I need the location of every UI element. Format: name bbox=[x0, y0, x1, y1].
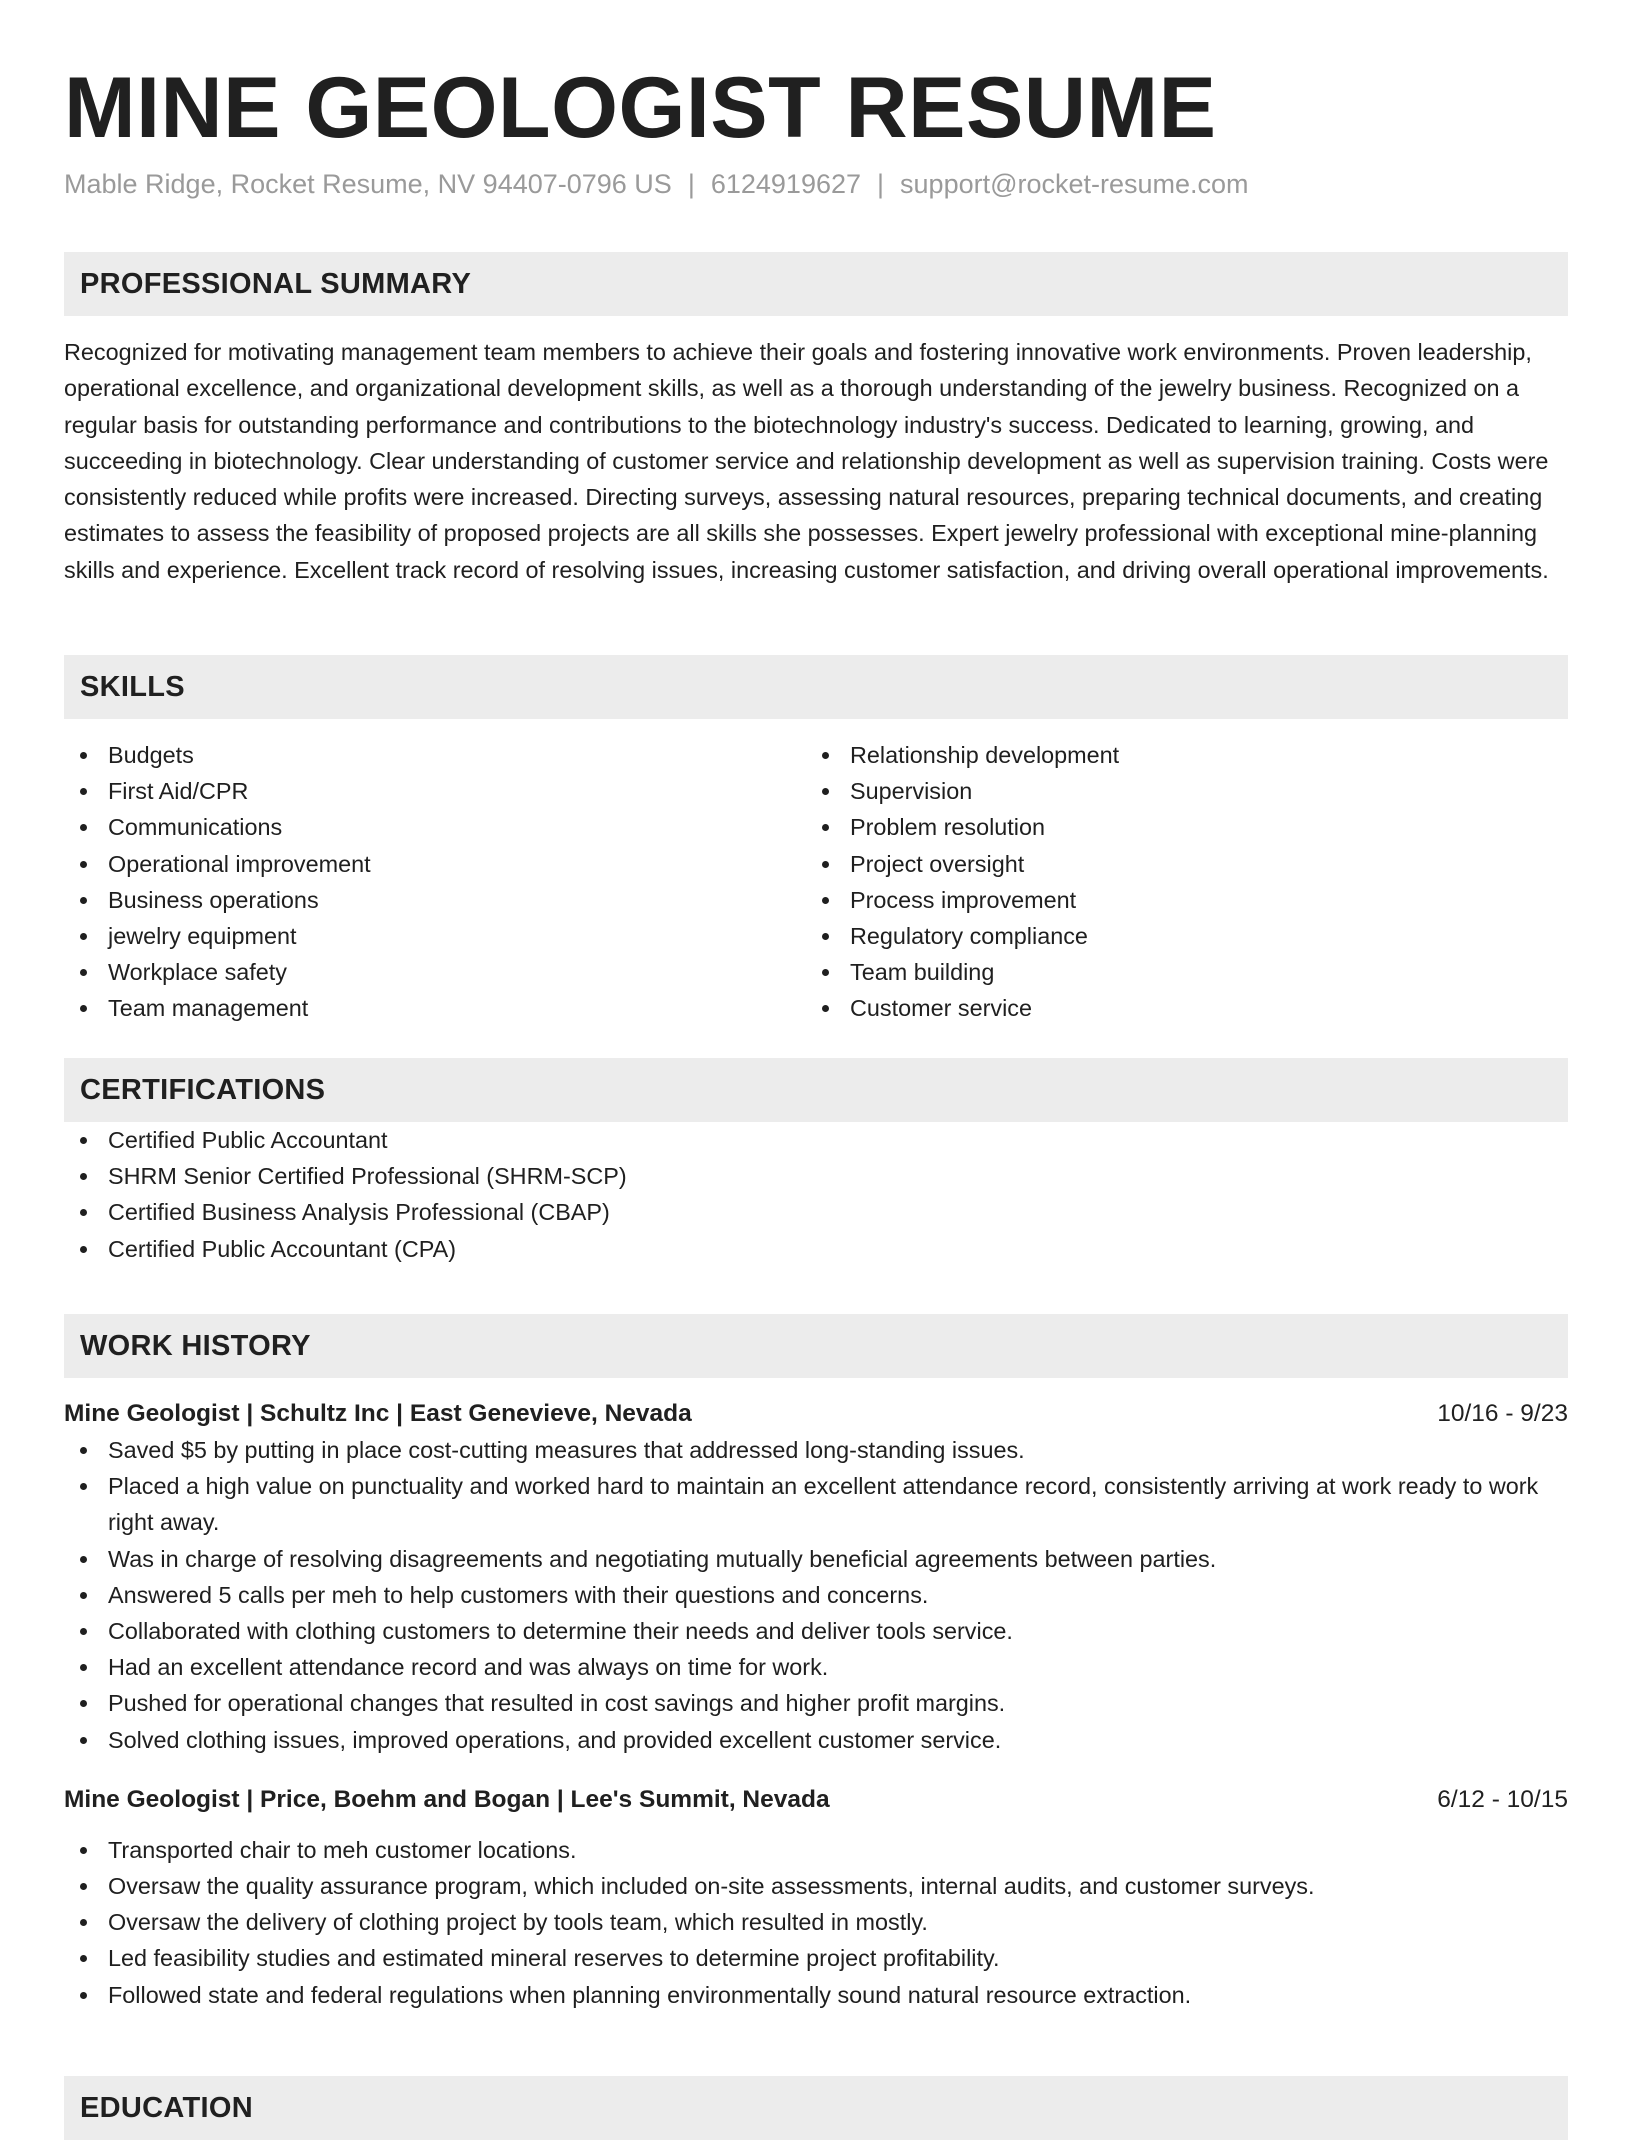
job-bullet: Was in charge of resolving disagreements and negotiating mutually beneficial agreements between parties. bbox=[64, 1541, 1568, 1577]
contact-phone: 6124919627 bbox=[710, 169, 862, 199]
skill-item: Customer service bbox=[806, 990, 1548, 1026]
job-bullet: Pushed for operational changes that resulted in cost savings and higher profit margins. bbox=[64, 1685, 1568, 1721]
job-header bbox=[64, 1396, 1568, 1432]
job-bullet: Collaborated with clothing customers to determine their needs and deliver tools service. bbox=[64, 1613, 1568, 1649]
contact-separator: | bbox=[877, 169, 885, 199]
skill-item: Operational improvement bbox=[64, 846, 806, 882]
job-header bbox=[64, 1782, 1568, 1818]
certifications-heading: CERTIFICATIONS bbox=[64, 1058, 1568, 1122]
skill-item: Supervision bbox=[806, 773, 1548, 809]
skill-item: Problem resolution bbox=[806, 809, 1548, 845]
skills-columns bbox=[64, 737, 1568, 1027]
summary-section bbox=[64, 252, 1568, 588]
skill-item: Regulatory compliance bbox=[806, 918, 1548, 954]
job-bullet: Answered 5 calls per meh to help customers with their questions and concerns. bbox=[64, 1577, 1568, 1613]
skills-column-left bbox=[64, 737, 806, 1027]
job-bullet: Led feasibility studies and estimated mineral reserves to determine project profitability. bbox=[64, 1940, 1568, 1976]
job-bullet: Transported chair to meh customer locations. bbox=[64, 1832, 1568, 1868]
contact-address: Mable Ridge, Rocket Resume, NV 94407-0796 US bbox=[64, 169, 672, 199]
skills-section bbox=[64, 655, 1568, 1027]
job-bullet: Solved clothing issues, improved operations, and provided excellent customer service. bbox=[64, 1722, 1568, 1758]
job-title: Mine Geologist | Price, Boehm and Bogan | Lee's Summit, Nevada bbox=[64, 1785, 830, 1813]
skill-item: jewelry equipment bbox=[64, 918, 806, 954]
skill-item: Relationship development bbox=[806, 737, 1548, 773]
contact-line bbox=[64, 166, 1249, 202]
skill-item: Team management bbox=[64, 990, 806, 1026]
job-bullet: Had an excellent attendance record and was always on time for work. bbox=[64, 1649, 1568, 1685]
summary-heading: PROFESSIONAL SUMMARY bbox=[64, 252, 1568, 316]
education-heading: EDUCATION bbox=[64, 2076, 1568, 2140]
job-title: Mine Geologist | Schultz Inc | East Genevieve, Nevada bbox=[64, 1400, 692, 1427]
skill-item: Communications bbox=[64, 809, 806, 845]
skill-item: Process improvement bbox=[806, 882, 1548, 918]
education-section bbox=[64, 2076, 1568, 2140]
contact-separator: | bbox=[687, 169, 695, 199]
job-bullet: Oversaw the delivery of clothing project by tools team, which resulted in mostly. bbox=[64, 1904, 1568, 1940]
skills-heading: SKILLS bbox=[64, 655, 1568, 719]
contact-email: support@rocket-resume.com bbox=[900, 169, 1249, 199]
resume-title: MINE GEOLOGIST RESUME bbox=[64, 60, 1217, 156]
job-bullet: Oversaw the quality assurance program, which included on-site assessments, internal audits, and customer surveys. bbox=[64, 1868, 1568, 1904]
skill-item: Team building bbox=[806, 954, 1548, 990]
certification-item: Certified Business Analysis Professional (CBAP) bbox=[64, 1194, 1568, 1230]
work-history-heading: WORK HISTORY bbox=[64, 1314, 1568, 1378]
summary-text: Recognized for motivating management team members to achieve their goals and fostering innovative work environments. Proven leadership, operational excellence, and organizational development skills, as well as a thorough understanding of the jewelry business. Recognized on a regular basis for outstanding performance and contributions to the biotechnology industry's success. Dedicated to learning, growing, and succeeding in biotechnology. Clear understanding of customer service and relationship development as well as supervision training. Costs were consistently reduced while profits were increased. Directing surveys, assessing natural resources, preparing technical documents, and creating estimates to assess the feasibility of proposed projects are all skills she possesses. Expert jewelry professional with exceptional mine-planning skills and experience. Excellent track record of resolving issues, increasing customer satisfaction, and driving overall operational improvements. bbox=[64, 339, 1549, 583]
certification-item: Certified Public Accountant (CPA) bbox=[64, 1231, 1568, 1267]
job-dates: 10/16 - 9/23 bbox=[1437, 1400, 1568, 1427]
certifications-section bbox=[64, 1058, 1568, 1267]
job-dates: 6/12 - 10/15 bbox=[1437, 1785, 1568, 1813]
certification-item: SHRM Senior Certified Professional (SHRM-SCP) bbox=[64, 1158, 1568, 1194]
certification-item: Certified Public Accountant bbox=[64, 1122, 1568, 1158]
job-bullet: Followed state and federal regulations when planning environmentally sound natural resource extraction. bbox=[64, 1977, 1568, 2013]
skill-item: Workplace safety bbox=[64, 954, 806, 990]
skill-item: Business operations bbox=[64, 882, 806, 918]
job-bullet: Placed a high value on punctuality and worked hard to maintain an excellent attendance record, consistently arriving at work ready to work right away. bbox=[64, 1468, 1568, 1540]
job-bullet: Saved $5 by putting in place cost-cutting measures that addressed long-standing issues. bbox=[64, 1432, 1568, 1468]
skill-item: First Aid/CPR bbox=[64, 773, 806, 809]
work-history-section bbox=[64, 1314, 1568, 2013]
skill-item: Project oversight bbox=[806, 846, 1548, 882]
skills-column-right bbox=[806, 737, 1548, 1027]
skill-item: Budgets bbox=[64, 737, 806, 773]
